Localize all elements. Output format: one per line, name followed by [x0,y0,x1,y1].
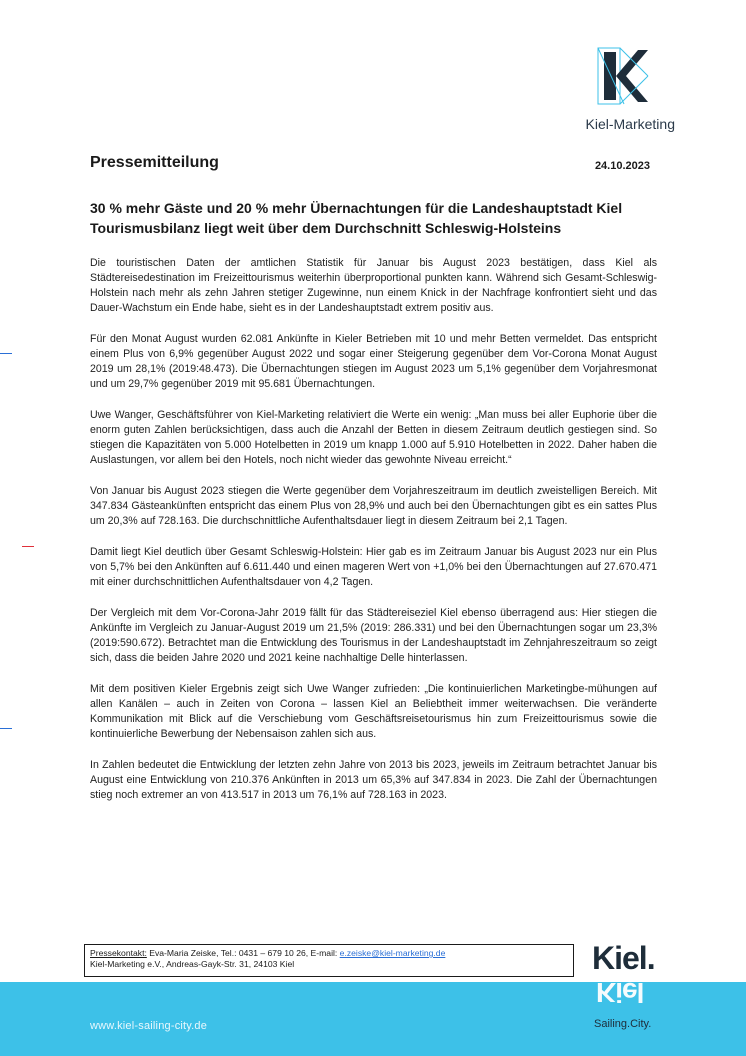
date: 24.10.2023 [594,160,650,172]
paragraph: Der Vergleich mit dem Vor-Corona-Jahr 2019 fällt für das Städtereiseziel Kiel ebenso überragend aus: Hier stiegen die Ankünfte im Vergleich zu Januar-August 2019 um 21,5% (2019: 286.331) und bei den Übernachtungen sogar um 23,3% (2019:590.672). Betrachtet man die Entwicklung des Tourismus in der Landeshauptstadt im Zehnjahreszeitraum so zeigt sich, dass die beiden Jahre 2020 und 2021 keine nachhaltige Delle hinterlassen. [90,607,657,664]
contact-label: Pressekontakt: [90,948,147,958]
paragraph: Für den Monat August wurden 62.081 Ankünfte in Kieler Betrieben mit 10 und mehr Betten vermeldet. Das entspricht einem Plus von 6,9% gegenüber August 2022 und sogar einer Steigerung gegenüber dem Vor-Corona Monat August 2019 um 28,1% (2019:48.473). Die Übernachtungen stiegen im August 2023 um 5,1% gegenüber dem Vorjahresmonat und um 29,7% gegenüber 2019 mit 95.681 Übernachtungen. [90,333,657,390]
headline-line-1: 30 % mehr Gäste und 20 % mehr Übernachtungen für die Landeshauptstadt Kiel [90,200,623,216]
kiel-logo-word: Kiel. [592,940,655,976]
fold-mark-top [0,353,12,354]
contact-line-2: Kiel-Marketing e.V., Andreas-Gayk-Str. 31, 24103 Kiel [90,959,295,969]
contact-line-1 [90,948,573,959]
headline [90,198,660,238]
km-logo-icon [594,46,650,106]
paragraph: Mit dem positiven Kieler Ergebnis zeigt sich Uwe Wanger zufrieden: „Die kontinuierlichen Marketingbe-mühungen auf allen Kanälen – auch in Zeiten von Corona – lassen Kiel an Beliebtheit immer weiterwachsen. Die veränderte Kommunikation mit Blick auf die Verschiebung vom Geschäftsreisetourismus hin zum Freizeittourismus sowie die kontinuierliche Bewerbung der Nebensaison zahlen sich aus. [90,683,657,740]
logo-text: Kiel-Marketing [585,116,675,132]
footer-url[interactable]: www.kiel-sailing-city.de [90,1020,208,1032]
headline-line-2: Tourismusbilanz liegt weit über dem Durchschnitt Schleswig-Holsteins [90,220,562,236]
kiel-logo-mirror: Kiel [596,977,644,1008]
paragraph: In Zahlen bedeutet die Entwicklung der letzten zehn Jahre von 2013 bis 2023, jeweils im Zeitraum betrachtet Januar bis August eine Entwicklung von 210.376 Ankünften in 2013 um 65,3% auf 347.834 in 2023. Die Zahl der Übernachtungen stieg noch extremer an von 413.517 in 2013 um 76,1% auf 728.163 in 2023. [90,759,657,801]
contact-text: Eva-Maria Zeiske, Tel.: 0431 – 679 10 26, E-mail: [146,948,340,958]
kiel-tagline: Sailing.City. [594,1018,652,1030]
paragraph: Uwe Wanger, Geschäftsführer von Kiel-Marketing relativiert die Werte ein wenig: „Man muss bei aller Euphorie über die enorm guten Zahlen berücksichtigen, dass auch die Anzahl der Betten in diesem Zeitraum deutlich gestiegen sind. So stiegen die Kapazitäten von 5.000 Hotelbetten in 2019 um knapp 1.000 auf 5.910 Hotelbetten in 2022. Daher haben die Auslastungen, vor allem bei den Hotels, noch nicht wieder das gewohnte Niveau erreicht.“ [90,409,657,466]
page-title: Pressemitteilung [90,154,219,171]
article-body [90,256,657,819]
contact-email-link[interactable]: e.zeiske@kiel-marketing.de [339,948,446,958]
paragraph: Damit liegt Kiel deutlich über Gesamt Schleswig-Holstein: Hier gab es im Zeitraum Januar bis August 2023 nur ein Plus von 5,7% bei den Ankünften auf 6.611.440 und einen mageren Wert von +1,0% bei den Übernachtungen auf 27.670.471 mit einer durchschnittlichen Aufenthaltsdauer von 4,2 Tagen. [90,546,657,588]
paragraph: Von Januar bis August 2023 stiegen die Werte gegenüber dem Vorjahreszeitraum im deutlich zweistelligen Bereich. Mit 347.834 Gästeankünften entspricht das einem Plus von 28,9% und auch bei den Übernachtungen gibt es ein sattes Plus um 20,3% auf 728.163. Die durchschnittliche Aufenthaltsdauer liegt in diesem Zeitraum bei 2,1 Tagen. [90,485,657,527]
fold-mark-bottom [0,728,12,729]
paragraph: Die touristischen Daten der amtlichen Statistik für Januar bis August 2023 bestätigen, dass Kiel als Städtereisedestination im Freizeittourismus weiterhin überproportional punkten kann. Während sich Gesamt-Schleswig-Holstein nach mehr als zehn Jahren stetiger Zugewinne, nun einem Knick in der Nachfrage konfrontiert sieht und das Dauer-Wachstum ein Ende habe, sieht es in der Landeshauptstadt extrem positiv aus. [90,257,657,314]
punch-mark [22,546,34,547]
press-contact-box [84,944,574,977]
